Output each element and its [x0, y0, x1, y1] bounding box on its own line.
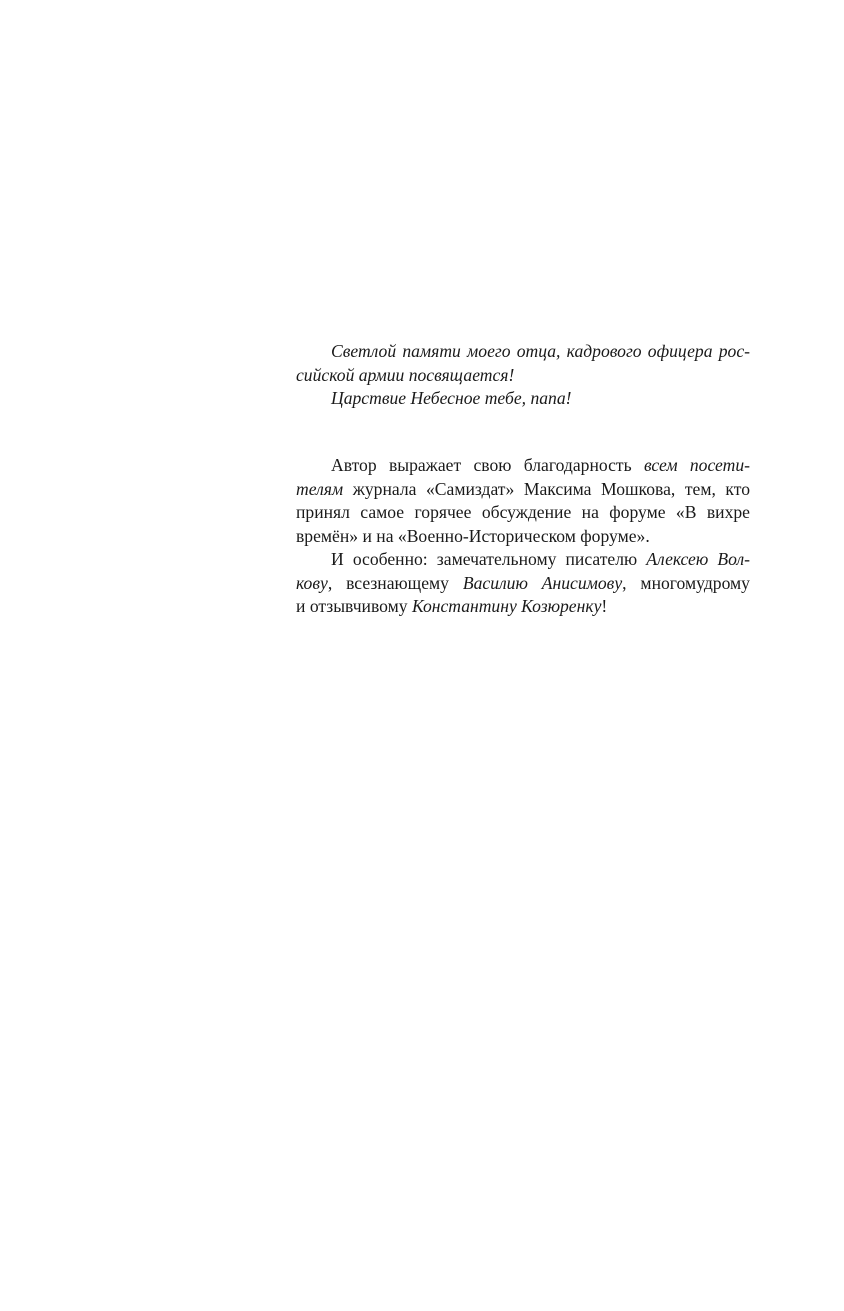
- dedication-line-1: Светлой памяти моего отца, кадрового офицера рос-: [331, 341, 750, 361]
- acknowledgments-text: журнала «Самиздат» Максима Мошкова, тем, кто: [343, 478, 750, 499]
- acknowledgments-line-5: [296, 548, 750, 572]
- acknowledgments-name: кову: [296, 572, 328, 593]
- acknowledgments-name: Константину Козюренку: [411, 596, 602, 616]
- acknowledgments-name: Алексею Вол-: [646, 549, 750, 569]
- acknowledgments-line-6: [296, 572, 750, 596]
- acknowledgments-text: И особенно: замечательному писателю: [331, 549, 647, 569]
- dedication-line-3: Царствие Небесное тебе, папа!: [331, 388, 572, 408]
- acknowledgments-name: Василию Анисимову: [462, 572, 623, 593]
- acknowledgments-text: !: [601, 596, 608, 616]
- acknowledgments-line-2: [296, 478, 750, 502]
- acknowledgments-text: , многомудрому: [622, 572, 750, 593]
- dedication: [296, 340, 750, 411]
- acknowledgments-line-1: [296, 454, 750, 478]
- acknowledgments-line-4: времён» и на «Военно-Историческом форуме».: [296, 525, 650, 546]
- acknowledgments-emphasis: всем посети-: [643, 455, 750, 475]
- acknowledgments: [296, 454, 750, 619]
- acknowledgments-line-7: [296, 595, 750, 619]
- acknowledgments-line-3: принял самое горячее обсуждение на форуме «В вихре: [296, 502, 750, 522]
- acknowledgments-text: , всезнающему: [327, 572, 463, 593]
- acknowledgments-text: Автор выражает свою благодарность: [331, 455, 644, 475]
- acknowledgments-emphasis: телям: [296, 478, 344, 499]
- dedication-line-2: сийской армии посвящается!: [296, 364, 515, 385]
- acknowledgments-text: и отзывчивому: [296, 596, 412, 616]
